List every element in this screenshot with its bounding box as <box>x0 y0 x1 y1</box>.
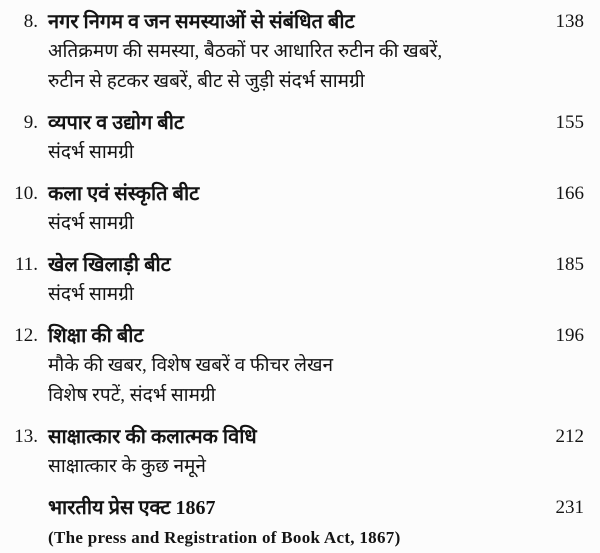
entry-page-number: 196 <box>555 325 584 346</box>
entry-subline: मौके की खबर, विशेष खबरें व फीचर लेखन <box>48 355 334 376</box>
entry-body <box>48 250 542 310</box>
toc-entry <box>14 493 584 553</box>
toc-entry <box>14 179 584 239</box>
entry-body <box>48 108 542 168</box>
toc-entry <box>14 422 584 482</box>
entry-subline-english: (The press and Registration of Book Act, 1867) <box>48 528 401 547</box>
entry-subline: संदर्भ सामग्री <box>48 142 134 163</box>
toc-entry <box>14 7 584 97</box>
entry-number: 10. <box>14 183 38 204</box>
toc-entry <box>14 250 584 310</box>
entry-body <box>48 422 542 482</box>
entry-title: शिक्षा की बीट <box>48 325 144 347</box>
entry-subline: विशेष रपटें, संदर्भ सामग्री <box>48 385 216 406</box>
entry-page-number: 212 <box>555 426 584 447</box>
entry-title: व्यपार व उद्योग बीट <box>48 112 184 134</box>
entry-subline: संदर्भ सामग्री <box>48 213 134 234</box>
entry-number: 9. <box>23 112 38 133</box>
entry-title: भारतीय प्रेस एक्ट 1867 <box>48 497 216 519</box>
entry-number: 8. <box>23 11 38 32</box>
entry-title: नगर निगम व जन समस्याओं से संबंधित बीट <box>48 11 355 33</box>
entry-subline: अतिक्रमण की समस्या, बैठकों पर आधारित रुटीन की खबरें, <box>48 41 443 62</box>
entry-body <box>48 321 542 411</box>
entry-page-number: 155 <box>555 112 584 133</box>
entry-title: साक्षात्कार की कलात्मक विधि <box>48 426 257 448</box>
entry-title: खेल खिलाड़ी बीट <box>48 254 171 276</box>
entry-body <box>48 179 542 239</box>
toc-entry <box>14 321 584 411</box>
entry-page-number: 231 <box>555 497 584 518</box>
entry-number: 11. <box>14 254 38 275</box>
entry-subline: रुटीन से हटकर खबरें, बीट से जुड़ी संदर्भ सामग्री <box>48 71 365 92</box>
toc-entry <box>14 108 584 168</box>
entry-page-number: 166 <box>555 183 584 204</box>
entry-subline: साक्षात्कार के कुछ नमूने <box>48 456 206 477</box>
entry-number: 13. <box>14 426 38 447</box>
entry-page-number: 138 <box>555 11 584 32</box>
entry-body <box>48 493 542 553</box>
entry-title: कला एवं संस्कृति बीट <box>48 183 200 205</box>
entry-body <box>48 7 542 97</box>
entry-number: 12. <box>14 325 38 346</box>
entry-page-number: 185 <box>555 254 584 275</box>
entry-subline: संदर्भ सामग्री <box>48 284 134 305</box>
